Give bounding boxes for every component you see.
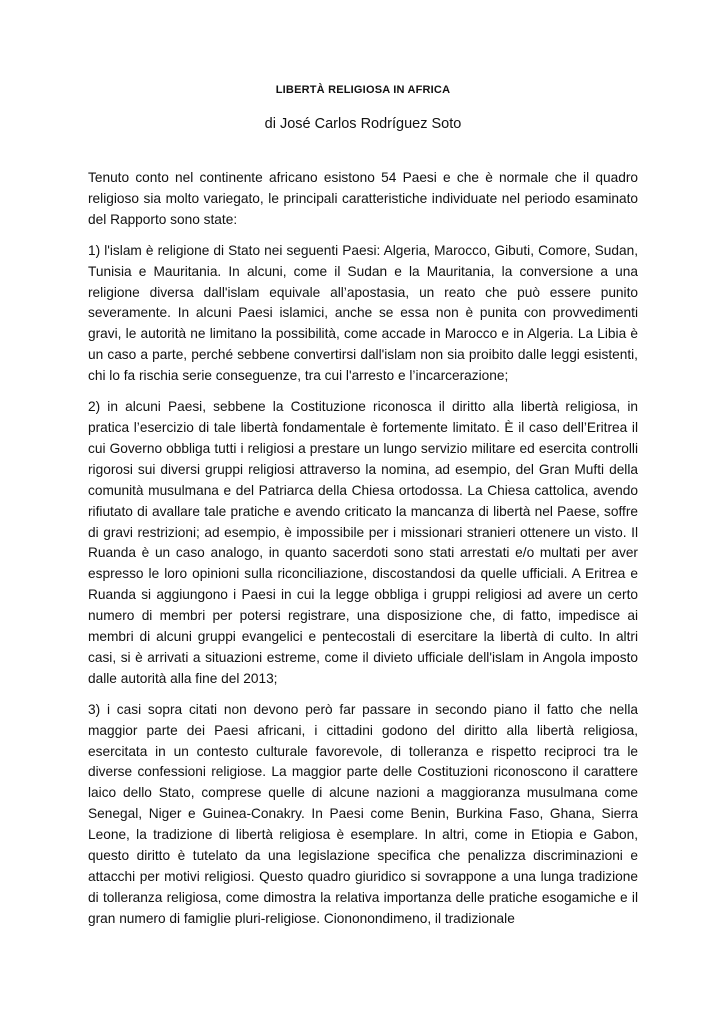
document-title: LIBERTÀ RELIGIOSA IN AFRICA [275,84,451,96]
point-1-paragraph: 1) l'islam è religione di Stato nei seguenti Paesi: Algeria, Marocco, Gibuti, Comore, Sudan, Tunisia e Mauritania. In alcuni, come il Sudan e la Mauritania, la conversione a una religione diversa dall'islam equivale all’apostasia, un reato che può essere punito severamente. In alcuni Paesi islamici, anche se essa non è punita con provvedimenti gravi, le autorità ne limitano la possibilità, come accade in Marocco e in Algeria. La Libia è un caso a parte, perché sebbene convertirsi dall'islam non sia proibito dalle leggi esistenti, chi lo fa rischia serie conseguenze, tra cui l'arresto e l’incarcerazione; [88,242,638,384]
point-2-paragraph: 2) in alcuni Paesi, sebbene la Costituzione riconosca il diritto alla libertà religiosa, in pratica l’esercizio di tale libertà fondamentale è fortemente limitato. È il caso dell’Eritrea il cui Governo obbliga tutti i religiosi a prestare un lungo servizio militare ed esercita controlli rigorosi sui diversi gruppi religiosi attraverso la nomina, ad esempio, del Gran Mufti della comunità musulmana e del Patriarca della Chiesa ortodossa. La Chiesa cattolica, avendo rifiutato di avallare tale pratiche e avendo criticato la mancanza di libertà nel Paese, soffre di gravi restrizioni; ad esempio, è impossibile per i missionari stranieri ottenere un visto. Il Ruanda è un caso analogo, in quanto sacerdoti sono stati arrestati e/o multati per aver espresso le loro opinioni sulla riconciliazione, discostandosi da quelle ufficiali. A Eritrea e Ruanda si aggiungono i Paesi in cui la legge obbliga i gruppi religiosi ad avere un certo numero di membri per potersi registrare, una disposizione che, di fatto, impedisce ai membri di alcuni gruppi evangelici e pentecostali di esercitare la libertà di culto. In altri casi, si è arrivati a situazioni estreme, come il divieto ufficiale dell'islam in Angola imposto dalle autorità alla fine del 2013; [88,399,638,686]
document-page [88,82,638,940]
intro-paragraph: Tenuto conto nel continente africano esistono 54 Paesi e che è normale che il quadro religioso sia molto variegato, le principali caratteristiche individuate nel periodo esaminato del Rapporto sono state: [88,170,638,227]
point-3-paragraph: 3) i casi sopra citati non devono però far passare in secondo piano il fatto che nella maggior parte dei Paesi africani, i cittadini godono del diritto alla libertà religiosa, esercitata in un contesto culturale favorevole, di tolleranza e rispetto reciproci tra le diverse confessioni religiose. La maggior parte delle Costituzioni riconoscono il carattere laico dello Stato, comprese quelle di alcune nazioni a maggioranza musulmana come Senegal, Niger e Guinea-Conakry. In Paesi come Benin, Burkina Faso, Ghana, Sierra Leone, la tradizione di libertà religiosa è esemplare. In altri, come in Etiopia e Gabon, questo diritto è tutelato da una legislazione specifica che penalizza discriminazioni e attacchi per motivi religiosi. Questo quadro giuridico si sovrappone a una lunga tradizione di tolleranza religiosa, come dimostra la relativa importanza delle pratiche esogamiche e il gran numero di famiglie pluri-religiose. Ciononondimeno, il tradizionale [88,701,638,926]
document-author: di José Carlos Rodríguez Soto [264,116,462,132]
